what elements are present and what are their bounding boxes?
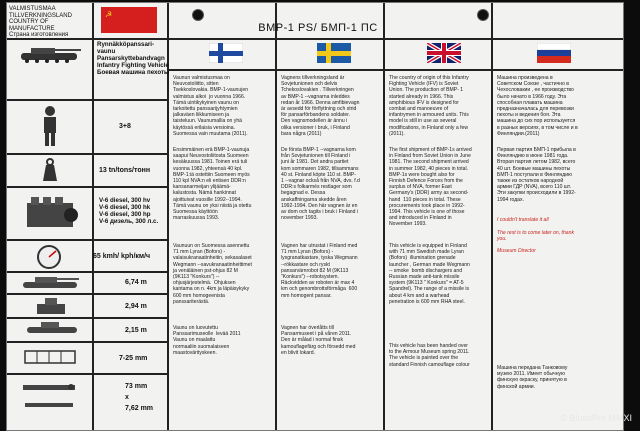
length-value: 6,74 m — [125, 279, 147, 286]
engine-icon — [21, 193, 81, 233]
grid-line — [275, 3, 277, 430]
uk-flag-icon — [427, 43, 461, 63]
gun-icon — [21, 379, 81, 419]
russian-text: Машина передана Танковому музею 2011. Имеет обычную финскую окраску, принятую в финской армии. — [497, 365, 568, 390]
grid-line — [7, 317, 167, 319]
finnish-text: Vaunun valmistusmaa on Neuvostoliitto, sitten Tsekkoslovakia. BMP-1-vaunujen valmistus alkoi jo vuonna 1966. Tämä uintikykyinen vaunu on tarkoitettu panssarijyhtymien jalkaväen liikkumiseen ja taisteluun. Vaunumallia on yhä käytössä erilaisia versioina. Suomessa vain muutama (2011). — [173, 75, 249, 137]
soviet-flag-icon — [101, 7, 157, 33]
swedish-text: Vagnens tillverkningsland är Sovjetunionen och delvis Tchekoslovakien . Tillverkningen av BMP-1 --vagnarna inleddes redan år 1966. Denna amfibievagn är avsedd för förflyttning och strid för pansarförbandens soldater. Den vagnsmodellen är ännu i olika versioner i bruk, i Finland bara några (2011) — [281, 75, 360, 137]
grid-line — [491, 3, 493, 430]
finnish-text: Vaunuun on Suomessa asennettu 71 mm Lyran (Bofors) - valaisukranaatinheitin, sekasalaset Wegmann --savukranaatinheittimet ja venäläinen pst-ohjus 82 M (9K113 "Konkurs") -- ohjusjärjestelmä. Ohjuksen kantama on n. 4km ja läpäisykyky 600 mm homogeenista panssariterästä. — [173, 243, 252, 305]
grid-line — [7, 341, 167, 343]
finnish-text: Ensimmäinen erä BMP-1-vaunuja saapui Neuvostoliitosta Suomeen kesäkuussa 1981. Toinen erä tuli vuonna 1982, yhteensä 40 kpl. BMP-1:iä ostettiin Suomeen myös 110 kpl NVA:n eli entisen DDR:n kansanarmeijan ylijäämä- kalustosta. Nämä hankinnat ajoittuivat vuosille 1992--1994. Tämä vaunu on yksi niistä ja otettu Suomessa käyttöön marraskuussa 1993. — [173, 147, 252, 222]
crew-value: 3+8 — [119, 123, 131, 130]
swedish-text: Vagnen har utrustat i Finland med 71 mm Lyran (Bofors) - lysgranatkastare, tyska Wegmann --rökkastare och ryskt pansarvärnrobot 82 M (9K113 "Konkurs") --robotsystem. Räckvidden av roboten är max 4 km och genombrottsförmåga 600 mm homogent pansar. — [281, 243, 358, 299]
swedish-text: De första BMP-1 --vagnarna kom från Sovjetunionen till Finland i juni år 1981. Det andra partiet kom sommaren 1982, tillsammans 40 st. Finland köpte 110 st. BMP- 1 --vagnar också från NVA, dvs. f.d DDR:s folkarmés restlager som begagnad e. Dessa anskaffningarna skedde åren 1992-1994. Den här vagnen är en av dom och tagits i bruk i Finland i november 1993. — [281, 147, 360, 222]
russian-text: Первая партия БМП-1 прибыла в Финляндию в июне 1981 года. Вторая партия летом 1982, всего 40 шт. Боевые машины пехоты БМП-1 поступали в Финляндию также из остатков народной армии ГДР (NVA), всего 110 шт. Эти закупки происходили в 1992- 1994 годах. — [497, 147, 576, 203]
english-text: This vehicle has been handed over to the Armour Museum spring 2011. The vehicle is painted over the standard Finnish camouflage colour — [389, 343, 470, 368]
grid-line — [7, 38, 623, 40]
track-link-icon — [21, 345, 81, 369]
english-text: The first shipment of BMP-1s arrived in Finland from Soviet Union in June 1981. The second shipment arrived in summer 1982, 40 pieces in total. BMP-1s were bought also for Finnish Defence Forces from the surplus of NVA, former East Germany's (DDR) army as second- hand 110 pieces in total. These procurements took place in 1992- 1994. This vehicle is one of those and introduced in Finland in November 1993. — [389, 147, 472, 228]
vehicle-type-label: Rynnäkköpanssari- vaunu Pansarskyttebandvagn Infantry Fighting Vehicle Боевая машина пехоты — [97, 41, 170, 76]
sweden-flag-icon — [317, 43, 351, 63]
grid-line — [383, 3, 385, 430]
tank-front-icon — [35, 296, 67, 316]
grid-line — [7, 373, 167, 375]
soldier-icon — [37, 105, 63, 147]
english-text: The country of origin of this Infantry Fighting Vehicle (IFV) is Soviet Union. The production of BMP- 1 started already in 1966. This amphibious IFV is designed for combat and manoeuvre of infantrymen in armoured units. This model is still in use as several modifications, in Finland only a few (2011). — [389, 75, 469, 137]
grid-line — [7, 293, 167, 295]
english-text: This vehicle is equipped in Finland with 71 mm Swedish made Lyran (Bofors) illumination grenade launcher , German made Wegmann -- smoke bomb dischargers and Russian made anti-tank missile system (9K113 " Konkurs" = AT-5 Spandrel). The range of a missile is about 4 km and a warhead penetration is 600 mm RHA steel. — [389, 243, 470, 305]
finnish-text: Vaunu on luovutettu Panssarimuseolle levää 2011 Vaunu on maalattu normaaliin suomalaiseen maastovärityskeen. — [173, 325, 241, 356]
grid-line — [92, 3, 94, 430]
grid-line — [7, 186, 167, 188]
armament-values: 73 mm x 7,62 mm — [125, 383, 154, 412]
weight-icon — [37, 157, 63, 183]
russia-flag-icon — [537, 43, 571, 63]
punch-hole — [192, 9, 204, 21]
grid-line — [167, 69, 623, 71]
finland-flag-icon — [209, 43, 243, 63]
armour-value: 7-25 mm — [119, 355, 148, 362]
museum-info-sign — [6, 2, 624, 431]
tank-icon — [13, 43, 87, 65]
copyright-watermark: © BluesPre MMXI — [560, 413, 632, 423]
manufacture-label: VALMISTUSMAA TILLVERKNINGSLAND COUNTRY OF MANUFACTURE Страна изготовления — [9, 6, 72, 39]
engine-label: V-6 diesel, 300 hv V-6 diesel, 300 hk V-6 diesel, 300 hp V-6 дизель, 300 л.с. — [99, 197, 159, 225]
width-value: 2,94 m — [125, 303, 147, 310]
speedometer-icon — [35, 243, 63, 269]
weight-value: 13 tn/tons/тонн — [99, 167, 151, 174]
grid-line — [7, 99, 167, 101]
grid-line — [7, 271, 167, 273]
height-value: 2,15 m — [125, 327, 147, 334]
speed-value: 65 kmh/ kph/км/ч — [93, 253, 151, 260]
russian-text: Машина произведена в Советском Союзе , частично в Чехословакии , ее производство было начато в 1966 году. Эта способная плавать машина предназначалась для перевозки пехоты и ведения боя. Эта машина до сих пор используется в разных версиях, в том числе и в Финляндии.(2011) — [497, 75, 578, 137]
svg-text:☭: ☭ — [105, 10, 113, 19]
tank-side-small-icon — [23, 320, 83, 338]
grid-line — [7, 239, 167, 241]
translator-note: I couldn't translate it all The rest is to come later on, thank you. Museum Director — [497, 217, 575, 255]
grid-line — [7, 153, 167, 155]
swedish-text: Vagnen har överlåtts till Pansarmuseet i på våren 2011. Den är målad i normal finsk kamouflagefärg och försedd med en blivit lokard. — [281, 325, 356, 356]
tank-side-icon — [19, 274, 83, 292]
punch-hole — [477, 9, 489, 21]
page-title: BMP-1 PS/ БМП-1 ПС — [258, 22, 378, 34]
